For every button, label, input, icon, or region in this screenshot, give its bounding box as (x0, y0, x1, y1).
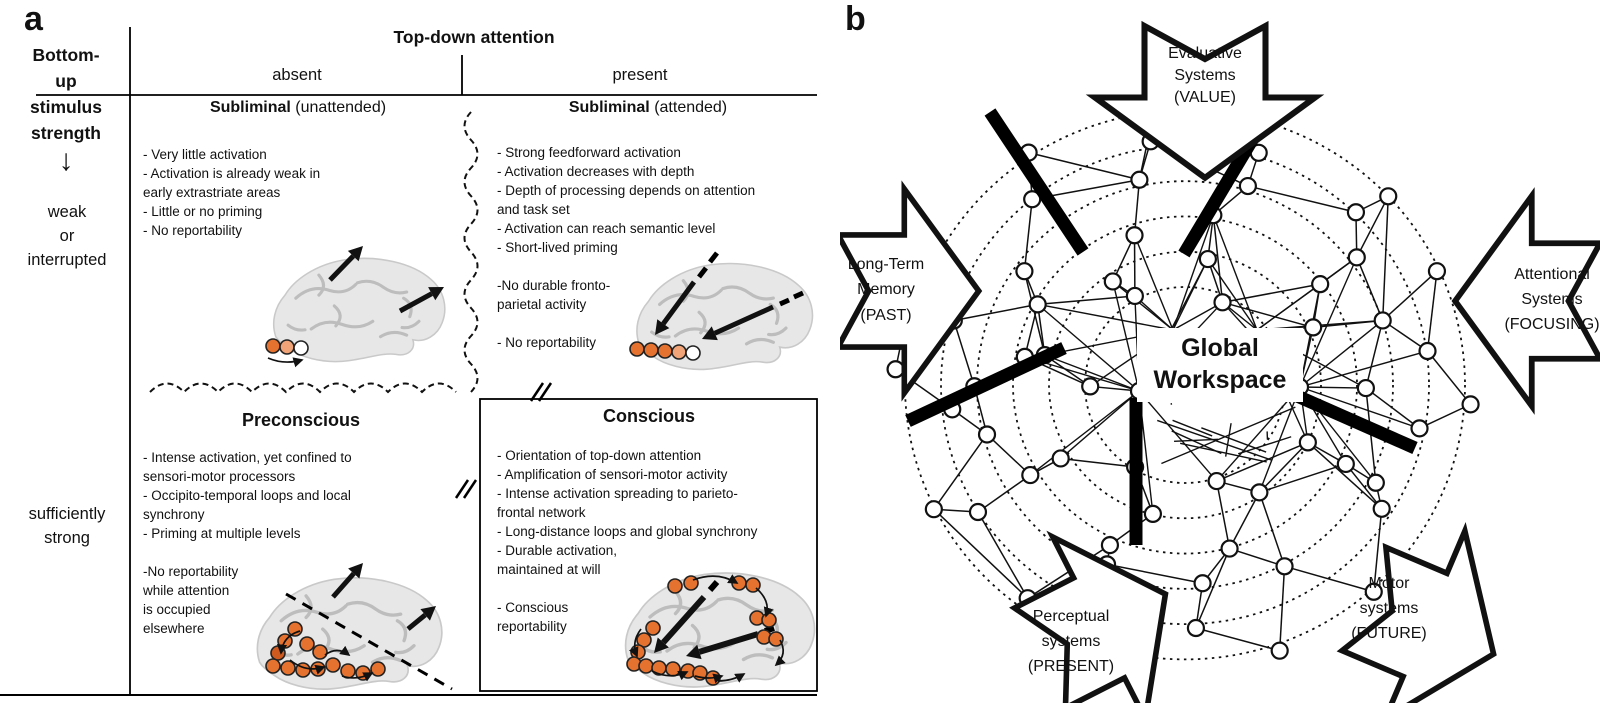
panel-b-label: b (845, 0, 866, 38)
motor-systems-arrow-icon (1324, 505, 1533, 703)
processor-node (1272, 643, 1288, 659)
attentional-label-2: Systems (1521, 291, 1583, 308)
processor-node (1251, 484, 1267, 500)
processor-node (1082, 378, 1098, 394)
motor-label-3: (FUTURE) (1351, 625, 1427, 642)
wavy-vertical-divider (465, 112, 478, 392)
processor-node (926, 501, 942, 517)
quadrant-title-subliminal-unattended: Subliminal (unattended) (209, 99, 387, 116)
activation-dot (639, 659, 653, 673)
down-arrow-icon: ↓ (58, 144, 74, 177)
bottom-up-axis-title: Bottom- up stimulus strength (30, 45, 102, 143)
top-down-attention-title: Top-down attention (393, 27, 555, 47)
activation-dot (371, 662, 385, 676)
processor-node (1300, 434, 1316, 450)
processor-node (1338, 456, 1354, 472)
processor-node (1053, 450, 1069, 466)
processor-node (1102, 537, 1118, 553)
memory-label-2: Memory (857, 281, 915, 298)
processor-node (1374, 501, 1390, 517)
processor-node (1429, 263, 1445, 279)
processor-node (1348, 204, 1364, 220)
processor-node (1349, 249, 1365, 265)
processor-node (1209, 473, 1225, 489)
processor-node (1312, 276, 1328, 292)
evaluative-label-1: Evaluative (1168, 45, 1242, 62)
activation-dot (280, 340, 294, 354)
evaluative-label-2: Systems (1174, 67, 1236, 84)
perceptual-label-2: systems (1041, 633, 1101, 650)
global-workspace-diagram (840, 0, 1600, 703)
processor-node (1380, 188, 1396, 204)
subliminal-unattended-bullets: - Very little activation - Activation is already weak in early extrastriate areas - Little or no priming - No reportability (143, 147, 321, 238)
col-label-present: present (612, 66, 668, 84)
row-label-strong: sufficiently strong (28, 505, 106, 547)
activation-dot (762, 613, 776, 627)
perceptual-label-1: Perceptual (1032, 608, 1110, 625)
wavy-horizontal-divider (150, 384, 456, 393)
attentional-label-3: (FOCUSING) (1504, 316, 1600, 333)
processor-node (1375, 312, 1391, 328)
subliminal-attended-bullets: - Strong feedforward activation - Activation decreases with depth - Depth of processing depends on attention and task set - Activation can reach semantic level - Short-lived priming -No durable fronto- parietal activity - No reportability (497, 145, 756, 350)
activation-dot (294, 341, 308, 355)
perceptual-label-3: (PRESENT) (1027, 658, 1115, 675)
processor-node (1030, 296, 1046, 312)
attentional-label-1: Attentional (1514, 266, 1590, 283)
activation-dot (300, 637, 314, 651)
conscious-bullets: - Orientation of top-down attention - Amplification of sensori-motor activity - Intense activation spreading to parieto- frontal network - Long-distance loops and global synchrony - Durable activation, maintained at will - Conscious reportability (497, 448, 758, 634)
processor-node (1145, 506, 1161, 522)
panel-a-label: a (24, 0, 43, 38)
processor-node (970, 504, 986, 520)
processor-node (1463, 396, 1479, 412)
processor-node (1200, 251, 1216, 267)
global-workspace-title-line1: Global (1181, 334, 1259, 362)
global-workspace-title-line2: Workspace (1153, 366, 1287, 394)
separator-bar (990, 112, 1083, 252)
row-label-weak: weak or interrupted (27, 203, 107, 269)
processor-node (888, 361, 904, 377)
activation-dot (266, 659, 280, 673)
evaluative-label-3: (VALUE) (1174, 89, 1236, 106)
activation-dot (271, 646, 285, 660)
processor-node (1127, 288, 1143, 304)
activation-dot (313, 645, 327, 659)
processor-node (979, 426, 995, 442)
processor-node (1022, 467, 1038, 483)
processor-node (1131, 172, 1147, 188)
processor-node (1105, 273, 1121, 289)
col-label-absent: absent (272, 66, 322, 84)
processor-node (1277, 558, 1293, 574)
activation-dot (326, 658, 340, 672)
processor-node (1368, 475, 1384, 491)
processor-node (1195, 575, 1211, 591)
motor-label-1: Motor (1368, 575, 1410, 592)
quadrant-title-preconscious: Preconscious (241, 410, 361, 430)
memory-label-3: (PAST) (860, 307, 912, 324)
processor-node (1222, 541, 1238, 557)
processor-node (1412, 420, 1428, 436)
quadrant-title-conscious: Conscious (602, 406, 695, 426)
processor-node (1240, 178, 1256, 194)
processor-node (1016, 263, 1032, 279)
memory-label-1: Long-Term (847, 256, 925, 273)
processor-node (1188, 620, 1204, 636)
activation-dot (666, 662, 680, 676)
motor-label-2: systems (1359, 600, 1419, 617)
processor-node (1358, 380, 1374, 396)
loop-arrow-icon (268, 358, 302, 362)
processor-node (1215, 294, 1231, 310)
processor-node (1305, 319, 1321, 335)
activation-dot (769, 632, 783, 646)
processor-node (1420, 343, 1436, 359)
activation-dot (266, 339, 280, 353)
preconscious-bullets: - Intense activation, yet confined to sensori-motor processors - Occipito-temporal loops and local synchrony - Priming at multiple levels -No reportability while attention is occupied elsewhere (143, 450, 352, 636)
processor-node (1127, 227, 1143, 243)
quadrant-title-subliminal-attended: Subliminal (attended) (568, 99, 728, 116)
